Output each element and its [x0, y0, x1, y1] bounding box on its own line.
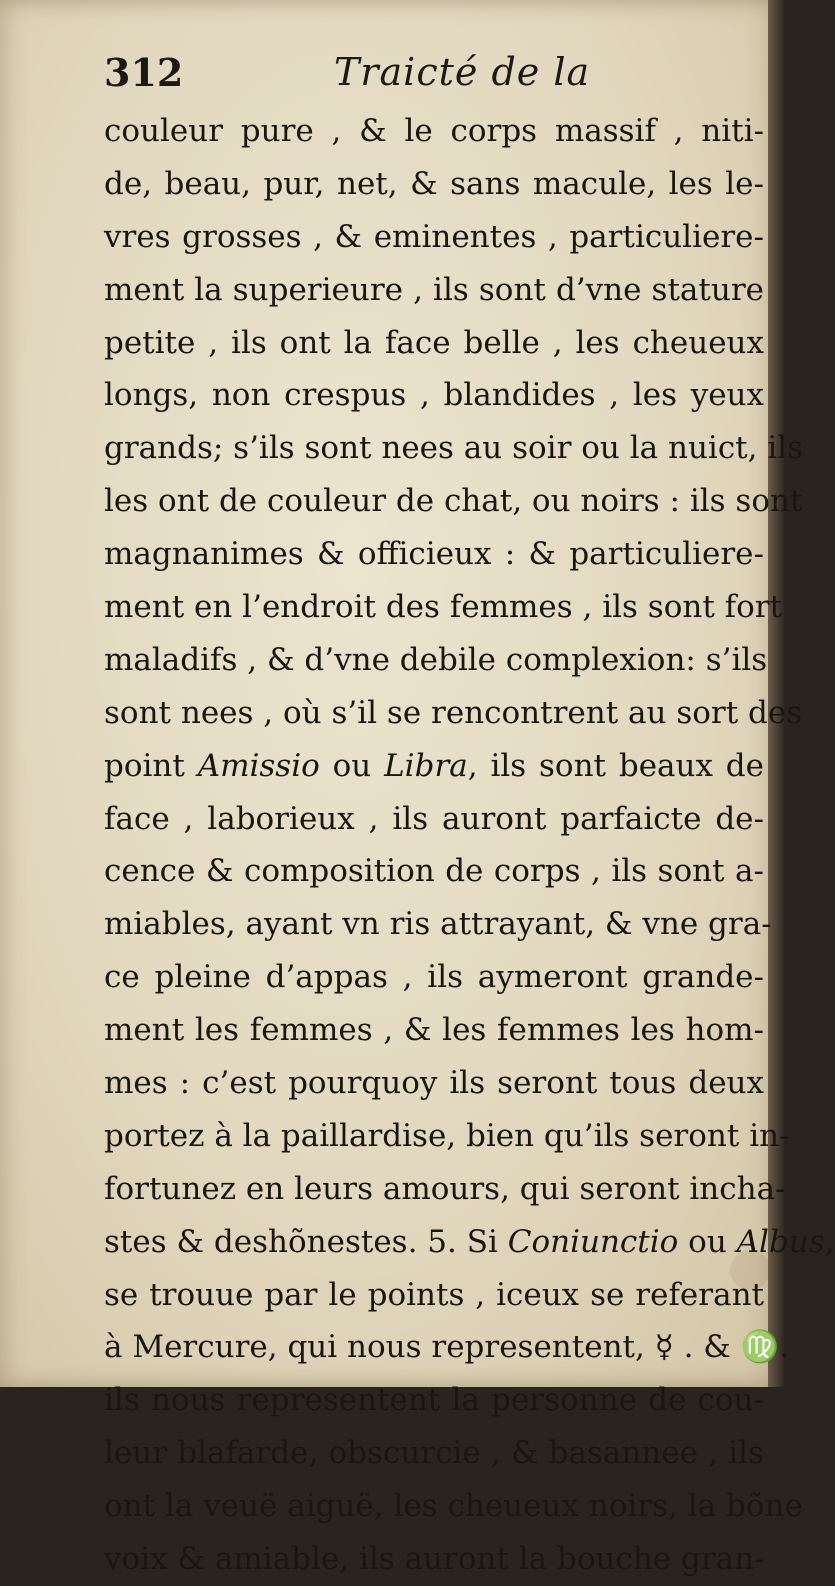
- text-line: [104, 158, 764, 211]
- text-segment: de, beau, pur, net, & sans macule, les le-: [104, 165, 764, 202]
- italic-term: Coniunctio: [507, 1223, 679, 1260]
- text-segment: ment les femmes , & les femmes les hom-: [104, 1012, 764, 1049]
- text-line: [104, 211, 764, 264]
- text-segment: miables, ayant vn ris attrayant, & vne gra-: [104, 906, 772, 943]
- text-line: [104, 1480, 803, 1533]
- text-segment: point: [104, 747, 198, 784]
- text-segment: sont nees , où s’il se rencontrent au sort des: [104, 694, 803, 731]
- text-line: [104, 845, 764, 898]
- page-number: 312: [104, 50, 184, 95]
- italic-term: Albus: [736, 1223, 825, 1260]
- running-title: Traicté de la: [334, 50, 591, 94]
- text-line: [104, 105, 764, 158]
- text-line: [104, 264, 764, 317]
- italic-term: Amissio: [197, 747, 320, 784]
- text-segment: cence & composition de corps , ils sont a-: [104, 853, 764, 890]
- text-line: [104, 1163, 786, 1216]
- text-line: [104, 1269, 764, 1322]
- text-segment: ce pleine d’appas , ils aymeront grande-: [104, 959, 764, 996]
- text-line: [104, 898, 772, 951]
- page-header: [104, 50, 764, 110]
- text-line: [104, 1374, 764, 1427]
- text-segment: longs, non crespus , blandides , les yeux: [104, 377, 764, 414]
- text-segment: grands; s’ils sont nees au soir ou la nuict, ils: [104, 430, 804, 467]
- text-segment: portez à la paillardise, bien qu’ils seront in-: [104, 1117, 790, 1154]
- text-segment: stes & deshõnestes. 5. Si: [104, 1223, 508, 1260]
- text-line: [104, 475, 803, 528]
- text-segment: voix & amiable, ils auront la bouche gran-: [104, 1541, 765, 1578]
- text-segment: leur blafarde, obscurcie , & basannee , ils: [104, 1435, 764, 1472]
- text-segment: ment la superieure , ils sont d’vne stature: [104, 271, 764, 308]
- text-line: [104, 317, 764, 370]
- text-line: [104, 1110, 790, 1163]
- text-line: [104, 1216, 835, 1269]
- text-segment: face , laborieux , ils auront parfaicte de-: [104, 800, 764, 837]
- text-segment: maladifs , & d’vne debile complexion: s’ils: [104, 641, 768, 678]
- text-line: [104, 581, 783, 634]
- text-line: [104, 1321, 790, 1374]
- text-line: [104, 951, 764, 1004]
- text-segment: ou: [678, 1223, 737, 1260]
- text-line: [104, 687, 803, 740]
- text-line: [104, 369, 764, 422]
- text-line: [104, 793, 764, 846]
- text-line: [104, 634, 768, 687]
- text-line: [104, 1427, 764, 1480]
- text-segment: ,: [824, 1223, 835, 1260]
- text-line: [104, 528, 764, 581]
- body-text: [104, 105, 835, 1586]
- text-line: [104, 740, 764, 793]
- text-line: [104, 1004, 764, 1057]
- text-segment: ment en l’endroit des femmes , ils sont fort: [104, 589, 783, 626]
- text-segment: mes : c’est pourquoy ils seront tous deux: [104, 1065, 764, 1102]
- text-segment: ont la veuë aiguë, les cheueux noirs, la bõne: [104, 1488, 803, 1525]
- text-segment: se trouue par le points , iceux se referant: [104, 1276, 764, 1313]
- text-segment: petite , ils ont la face belle , les cheueux: [104, 324, 764, 361]
- text-segment: les ont de couleur de chat, ou noirs : ils sont: [104, 483, 803, 520]
- text-segment: ils nous representent la personne de cou-: [104, 1382, 764, 1419]
- text-segment: magnanimes & officieux : & particuliere-: [104, 536, 764, 573]
- text-segment: fortunez en leurs amours, qui seront incha-: [104, 1170, 786, 1207]
- text-segment: ou: [319, 747, 385, 784]
- text-segment: à Mercure, qui nous representent, ☿ . & ♍.: [104, 1329, 790, 1366]
- text-segment: , ils sont beaux de: [467, 747, 764, 784]
- text-line: [104, 1057, 764, 1110]
- text-segment: couleur pure , & le corps massif , niti-: [104, 113, 764, 149]
- text-line: [104, 1533, 764, 1586]
- text-segment: vres grosses , & eminentes , particuliere-: [104, 218, 764, 255]
- text-line: [104, 422, 804, 475]
- italic-term: Libra: [384, 747, 468, 784]
